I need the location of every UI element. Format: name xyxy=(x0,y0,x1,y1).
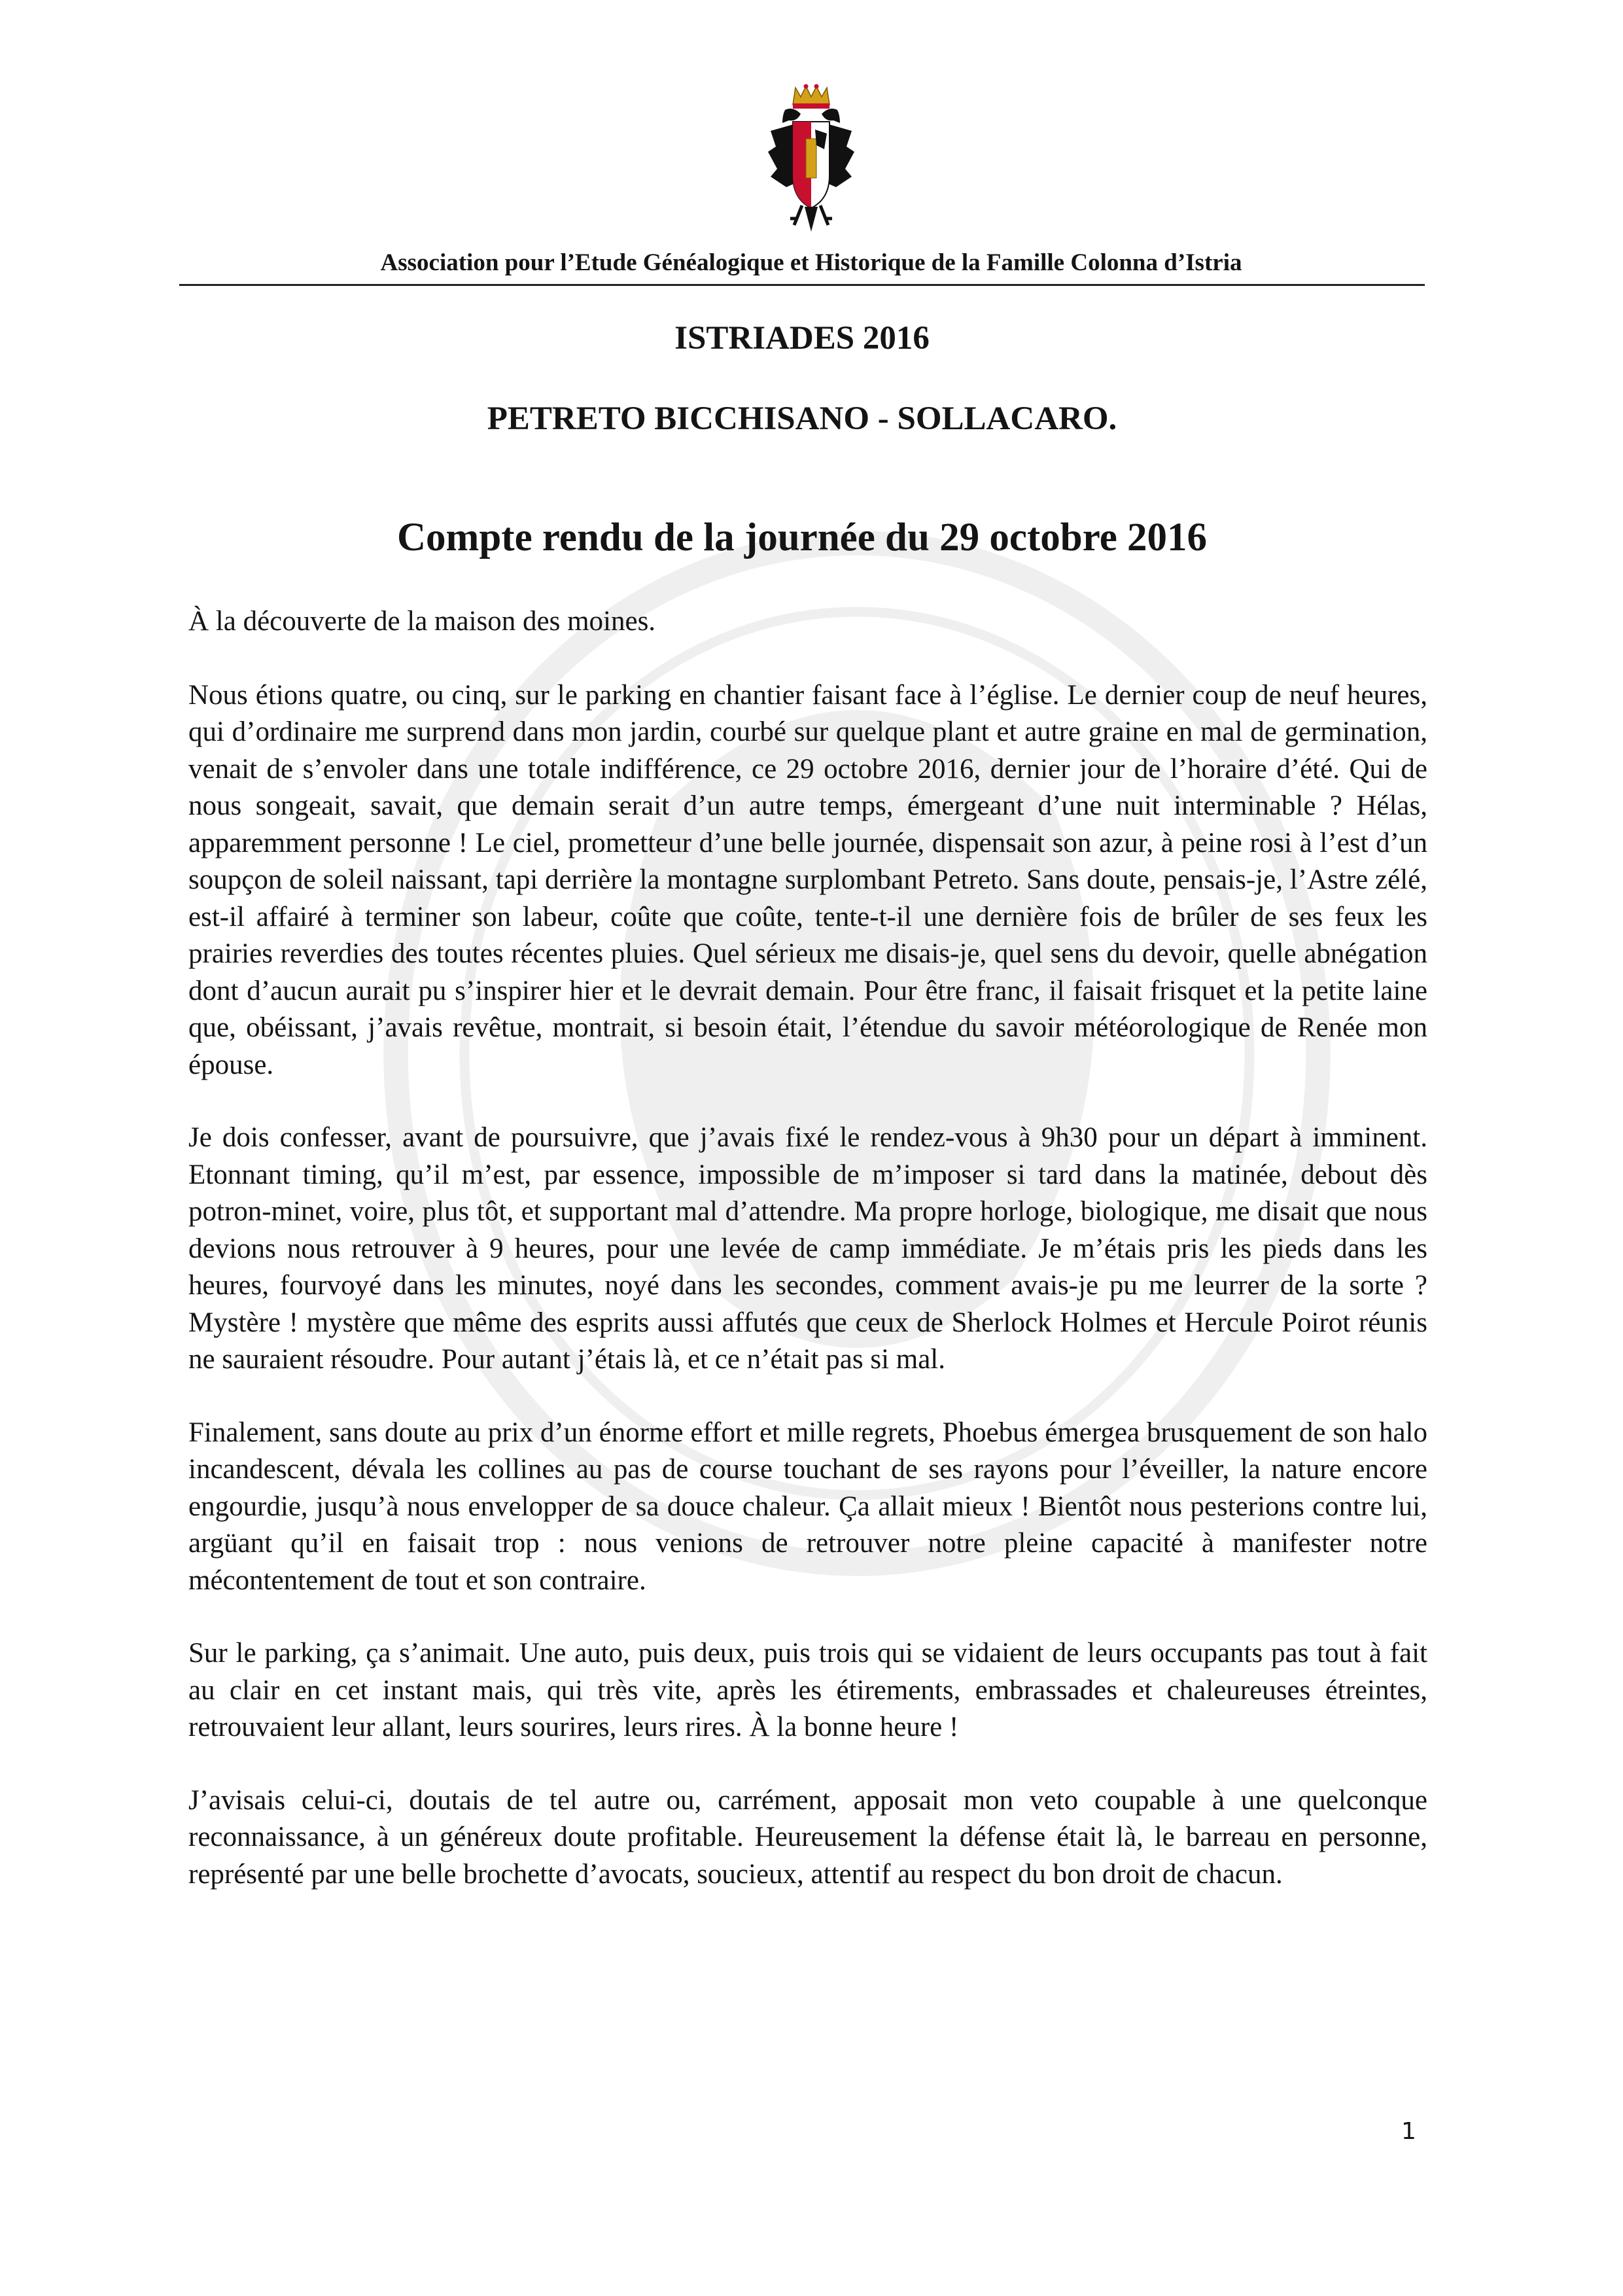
paragraph-4: Sur le parking, ça s’animait. Une auto, puis deux, puis trois qui se vidaient de leurs occupants pas tout à fait au clair en cet instant mais, qui très vite, après les étirements, embrassades et chaleureuses étreintes, retrouvaient leur allant, leurs sourires, leurs rires. À la bonne heure ! xyxy=(188,1638,1427,1742)
report-title: Compte rendu de la journée du 29 octobre 2016 xyxy=(396,516,1208,559)
paragraph-3: Finalement, sans doute au prix d’un énorme effort et mille regrets, Phoebus émergea brusquement de son halo incandescent, dévala les collines au pas de course touchant de ses rayons pour l’éveiller, la nature encore engourdie, jusqu’à nous envelopper de sa douce chaleur. Ça allait mieux ! Bientôt nous pesterions contre lui, argüant qu’il en faisait trop : nous venions de retrouver notre pleine capacité à manifester notre mécontentement de tout et son contraire. xyxy=(188,1417,1427,1596)
page-number: 1 xyxy=(1401,2118,1416,2145)
intro-line: À la découverte de la maison des moines. xyxy=(188,606,656,637)
event-title: ISTRIADES 2016 xyxy=(674,320,930,357)
report-body xyxy=(188,603,1427,1929)
header-divider xyxy=(179,284,1425,286)
paragraph-2: Je dois confesser, avant de poursuivre, que j’avais fixé le rendez-vous à 9h30 pour un départ à imminent. Etonnant timing, qu’il m’est, par essence, impossible de m’imposer si tard dans la matinée, debout dès potron-minet, voire, plus tôt, et supportant mal d’attendre. Ma propre horloge, biologique, me disait que nous devions nous retrouver à 9 heures, pour une levée de camp immédiate. Je m’étais pris les pieds dans les heures, fourvoyé dans les minutes, noyé dans les secondes, comment avais-je pu me leurrer de la sorte ? Mystère ! mystère que même des esprits aussi affutés que ceux de Sherlock Holmes et Hercule Poirot réunis ne sauraient résoudre. Pour autant j’étais là, et ce n’était pas si mal. xyxy=(188,1122,1427,1375)
paragraph-5: J’avisais celui-ci, doutais de tel autre ou, carrément, apposait mon veto coupable à une quelconque reconnaissance, à un généreux doute profitable. Heureusement la défense était là, le barreau en personne, représenté par une belle brochette d’avocats, soucieux, attentif au respect du bon droit de chacun. xyxy=(188,1784,1427,1890)
association-name: Association pour l’Etude Généalogique et Historique de la Famille Colonna d’Istria xyxy=(380,249,1242,276)
paragraph-1: Nous étions quatre, ou cinq, sur le parking en chantier faisant face à l’église. Le dernier coup de neuf heures, qui d’ordinaire me surprend dans mon jardin, courbé sur quelque plant et autre graine en mal de germination, venait de s’envoler dans une totale indifférence, ce 29 octobre 2016, dernier jour de l’horaire d’été. Qui de nous songeait, savait, que demain serait d’un autre temps, émergeant d’une nuit interminable ? Hélas, apparemment personne ! Le ciel, prometteur d’une belle journée, dispensait son azur, à peine rosi à l’est d’un soupçon de soleil naissant, tapi derrière la montagne surplombant Petreto. Sans doute, pensais-je, l’Astre zélé, est-il affairé à terminer son labeur, coûte que coûte, tente-t-il une dernière fois de brûler de ses feux les prairies reverdies des toutes récentes pluies. Quel sérieux me disais-je, quel sens du devoir, quelle abnégation dont d’aucun aurait pu s’inspirer hier et le devrait demain. Pour être franc, il faisait frisquet et la petite laine que, obéissant, j’avais revêtue, montrait, si besoin était, l’étendue du savoir météorologique de Renée mon épouse. xyxy=(188,679,1427,1080)
crest-logo xyxy=(767,84,856,236)
place-title: PETRETO BICCHISANO - SOLLACARO. xyxy=(487,400,1117,437)
